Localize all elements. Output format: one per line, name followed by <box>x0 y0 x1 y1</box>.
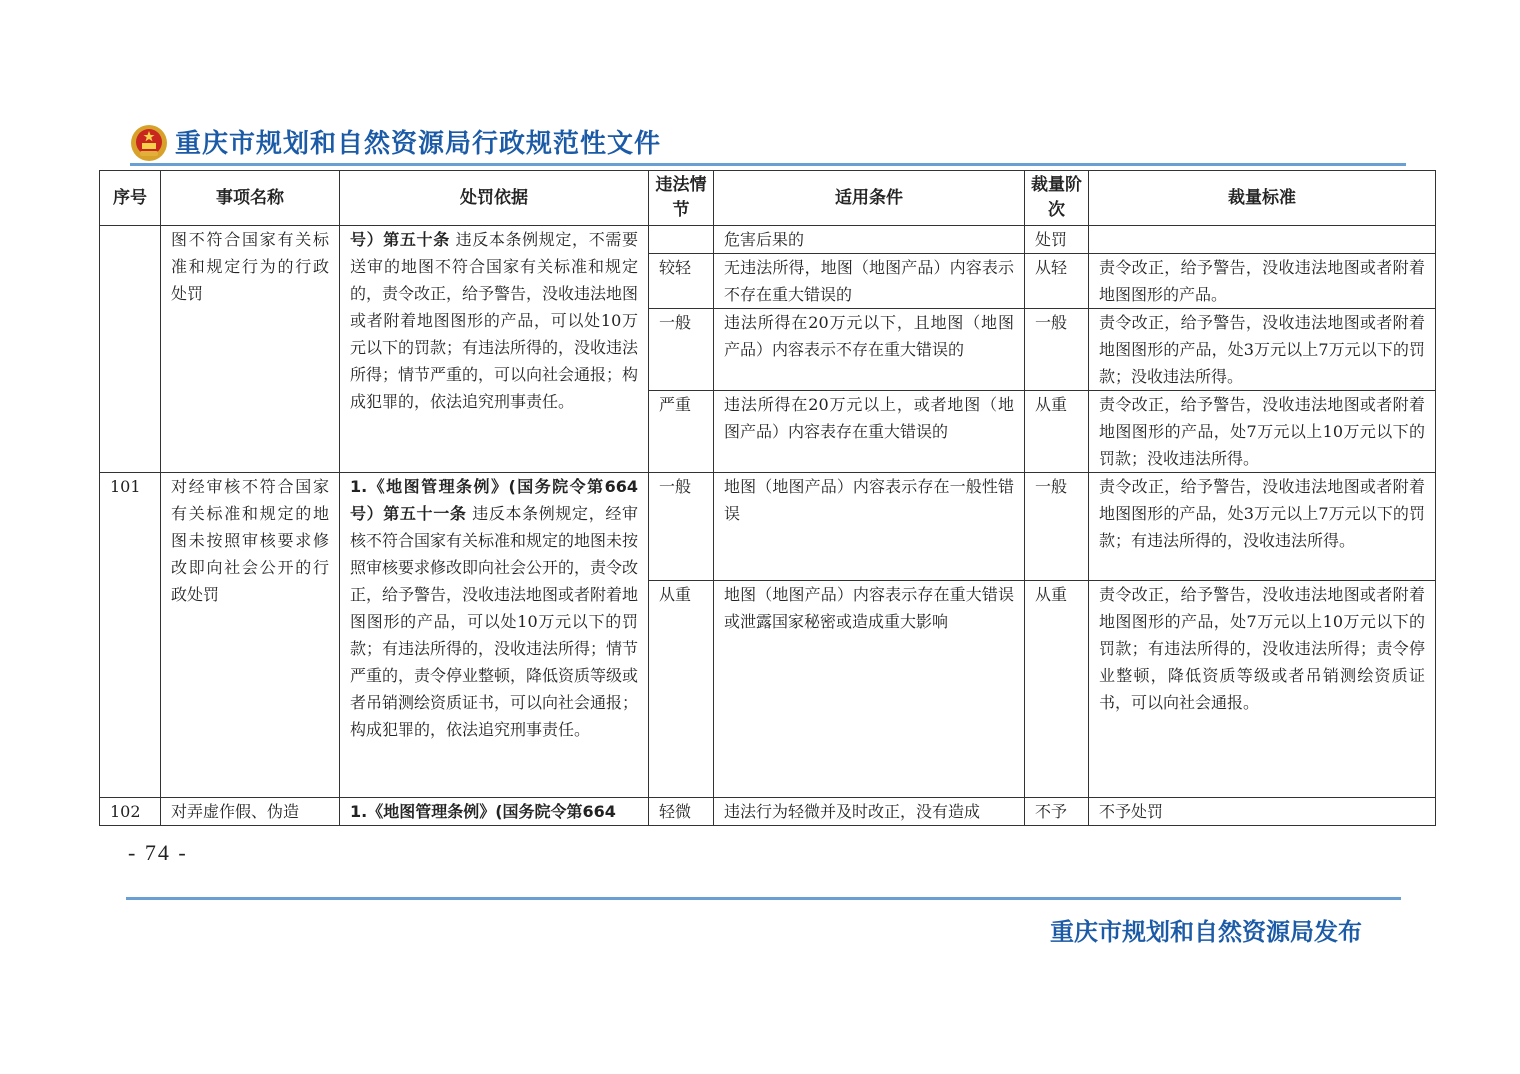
table-row <box>100 798 1436 826</box>
table-row <box>100 226 1436 254</box>
circumstance-cell: 从重 <box>649 581 714 798</box>
condition-cell: 地图（地图产品）内容表示存在一般性错误 <box>714 473 1025 581</box>
level-cell: 处罚 <box>1025 226 1089 254</box>
basis-cell: 1.《地图管理条例》(国务院令第664 <box>340 798 649 826</box>
item-name-cell: 图不符合国家有关标准和规定行为的行政处罚 <box>161 226 340 473</box>
table-header-row <box>100 171 1436 226</box>
condition-cell: 地图（地图产品）内容表示存在重大错误或泄露国家秘密或造成重大影响 <box>714 581 1025 798</box>
condition-cell: 违法所得在20万元以下，且地图（地图产品）内容表示不存在重大错误的 <box>714 309 1025 391</box>
basis-cell <box>340 473 649 798</box>
header-divider <box>130 163 1406 166</box>
circumstance-cell: 轻微 <box>649 798 714 826</box>
seq-cell: 102 <box>100 798 161 826</box>
circumstance-cell: 严重 <box>649 391 714 473</box>
condition-cell: 危害后果的 <box>714 226 1025 254</box>
standard-cell: 责令改正，给予警告，没收违法地图或者附着地图图形的产品。 <box>1089 254 1436 309</box>
level-cell: 从重 <box>1025 581 1089 798</box>
item-name-cell: 对经审核不符合国家有关标准和规定的地图未按照审核要求修改即向社会公开的行政处罚 <box>161 473 340 798</box>
header-basis: 处罚依据 <box>340 171 649 226</box>
level-cell: 一般 <box>1025 309 1089 391</box>
circumstance-cell <box>649 226 714 254</box>
seq-cell: 101 <box>100 473 161 798</box>
standard-cell: 责令改正，给予警告，没收违法地图或者附着地图图形的产品，处7万元以上10万元以下的罚款；没收违法所得。 <box>1089 391 1436 473</box>
publisher-label: 重庆市规划和自然资源局发布 <box>1050 918 1362 946</box>
circumstance-cell: 一般 <box>649 309 714 391</box>
condition-cell: 违法行为轻微并及时改正，没有造成 <box>714 798 1025 826</box>
item-name-cell: 对弄虚作假、伪造 <box>161 798 340 826</box>
basis-text: 违反本条例规定，不需要送审的地图不符合国家有关标准和规定的，责令改正，给予警告，没收违法地图或者附着地图图形的产品，可以处10万元以下的罚款；有违法所得的，没收违法所得；情节严重的，可以向社会通报；构成犯罪的，依法追究刑事责任。 <box>350 230 639 411</box>
standard-cell: 责令改正，给予警告，没收违法地图或者附着地图图形的产品，处3万元以上7万元以下的罚款；有违法所得的，没收违法所得。 <box>1089 473 1436 581</box>
header-standard: 裁量标准 <box>1089 171 1436 226</box>
standard-cell: 责令改正，给予警告，没收违法地图或者附着地图图形的产品，处7万元以上10万元以下的罚款；有违法所得的，没收违法所得；责令停业整顿，降低资质等级或者吊销测绘资质证书，可以向社会通报。 <box>1089 581 1436 798</box>
level-cell: 不予 <box>1025 798 1089 826</box>
header-circumstance: 违法情节 <box>649 171 714 226</box>
basis-article: 1.《地图管理条例》(国务院令第664号）第五十一条 <box>350 477 638 523</box>
level-cell: 从轻 <box>1025 254 1089 309</box>
condition-cell: 违法所得在20万元以上，或者地图（地图产品）内容表存在重大错误的 <box>714 391 1025 473</box>
page-number: - 74 - <box>128 840 188 865</box>
condition-cell: 无违法所得，地图（地图产品）内容表示不存在重大错误的 <box>714 254 1025 309</box>
standard-cell: 责令改正，给予警告，没收违法地图或者附着地图图形的产品，处3万元以上7万元以下的罚款；没收违法所得。 <box>1089 309 1436 391</box>
national-emblem-icon <box>130 124 168 162</box>
level-cell: 从重 <box>1025 391 1089 473</box>
header-item: 事项名称 <box>161 171 340 226</box>
level-cell: 一般 <box>1025 473 1089 581</box>
basis-cell <box>340 226 649 473</box>
header-condition: 适用条件 <box>714 171 1025 226</box>
seq-cell <box>100 226 161 473</box>
penalty-discretion-table <box>99 170 1436 826</box>
footer-divider <box>126 897 1401 900</box>
basis-article: 号）第五十条 <box>350 230 450 249</box>
header-seq: 序号 <box>100 171 161 226</box>
circumstance-cell: 一般 <box>649 473 714 581</box>
header-level: 裁量阶次 <box>1025 171 1089 226</box>
circumstance-cell: 较轻 <box>649 254 714 309</box>
standard-cell: 不予处罚 <box>1089 798 1436 826</box>
basis-text: 违反本条例规定，经审核不符合国家有关标准和规定的地图未按照审核要求修改即向社会公开的，责令改正，给予警告，没收违法地图或者附着地图图形的产品，可以处10万元以下的罚款；有违法所得的，没收违法所得；情节严重的，责令停业整顿，降低资质等级或者吊销测绘资质证书，可以向社会通报；构成犯罪的，依法追究刑事责任。 <box>350 504 639 739</box>
standard-cell <box>1089 226 1436 254</box>
document-header-title: 重庆市规划和自然资源局行政规范性文件 <box>175 129 662 159</box>
table-row <box>100 473 1436 581</box>
